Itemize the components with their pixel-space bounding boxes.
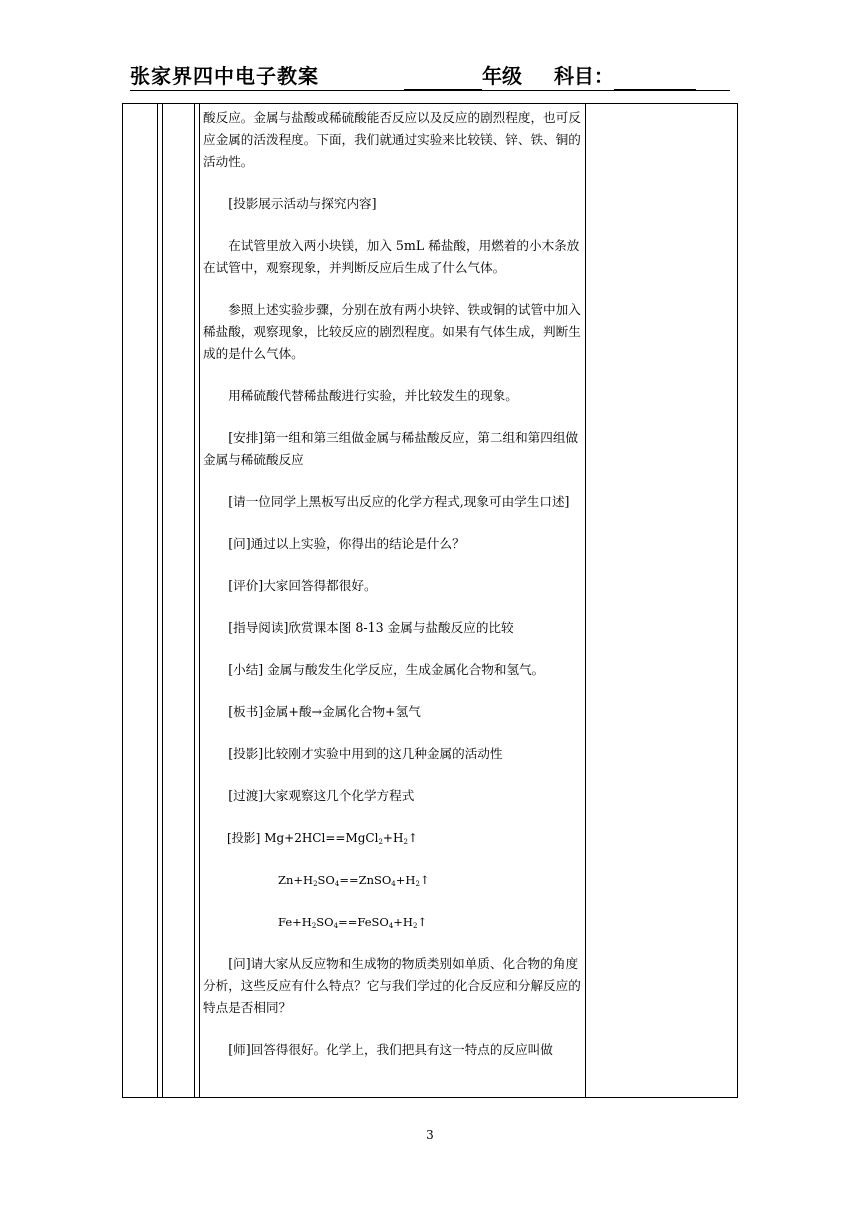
arrangement: [安排]第一组和第三组做金属与稀盐酸反应，第二组和第四组做金属与稀硫酸反应 — [203, 430, 579, 467]
lesson-content-cell — [203, 107, 581, 1061]
blackboard-request: [请一位同学上黑板写出反应的化学方程式,现象可由学生口述] — [228, 494, 570, 509]
header-rule — [130, 90, 730, 91]
board-note: [板书]金属+酸→金属化合物+氢气 — [228, 704, 421, 719]
grade-blank[interactable] — [404, 67, 482, 90]
lesson-table — [122, 103, 738, 1098]
projection-compare: [投影]比较刚才实验中用到的这几种金属的活动性 — [228, 746, 503, 761]
header-fields — [404, 62, 696, 90]
experiment-step-1: 在试管里放入两小块镁，加入 5mL 稀盐酸，用燃着的小木条放在试管中，观察现象，并判断反应后生成了什么气体。 — [203, 238, 580, 275]
question-2: [问]请大家从反应物和生成物的物质类别如单质、化合物的角度分析，这些反应有什么特点？它与我们学过的化合反应和分解反应的特点是否相同？ — [203, 956, 581, 1015]
grade-label: 年级 — [482, 64, 522, 88]
question-1: [问]通过以上实验，你得出的结论是什么？ — [228, 536, 465, 551]
column-divider — [162, 104, 163, 1097]
column-divider — [157, 104, 158, 1097]
page-header — [130, 62, 730, 94]
column-divider — [199, 104, 200, 1097]
intro-paragraph: 酸反应。金属与盐酸或稀硫酸能否反应以及反应的剧烈程度，也可反应金属的活泼程度。下面，我们就通过实验来比较镁、锌、铁、铜的活动性。 — [203, 110, 581, 169]
page-number: 3 — [426, 1128, 434, 1142]
subject-label: 科目： — [553, 64, 614, 88]
school-title: 张家界四中电子教案 — [130, 64, 319, 88]
subject-blank[interactable] — [614, 67, 696, 90]
column-divider — [194, 104, 195, 1097]
column-divider — [585, 104, 586, 1097]
equation-magnesium: [投影] $Mg+2HCl==MgCl_2+H_2↑$ — [227, 831, 418, 846]
equation-zinc: $Zn+H_2SO_4==ZnSO_4+H_2↑$ — [278, 873, 430, 888]
guided-reading: [指导阅读]欣赏课本图 8-13 金属与盐酸反应的比较 — [228, 620, 514, 635]
evaluation: [评价]大家回答得都很好。 — [228, 578, 377, 593]
transition: [过渡]大家观察这几个化学方程式 — [228, 788, 415, 803]
experiment-step-3: 用稀硫酸代替稀盐酸进行实验，并比较发生的现象。 — [228, 388, 518, 403]
summary: [小结] 金属与酸发生化学反应，生成金属化合物和氢气。 — [228, 662, 545, 677]
projection-activity: [投影展示活动与探究内容] — [228, 196, 377, 211]
teacher-remark: [师]回答得很好。化学上，我们把具有这一特点的反应叫做 — [228, 1042, 553, 1057]
experiment-step-2: 参照上述实验步骤，分别在放有两小块锌、铁或铜的试管中加入稀盐酸，观察现象，比较反应的剧烈程度。如果有气体生成，判断生成的是什么气体。 — [203, 302, 581, 361]
equation-iron: $Fe+H_2SO_4==FeSO_4+H_2↑$ — [278, 915, 428, 930]
